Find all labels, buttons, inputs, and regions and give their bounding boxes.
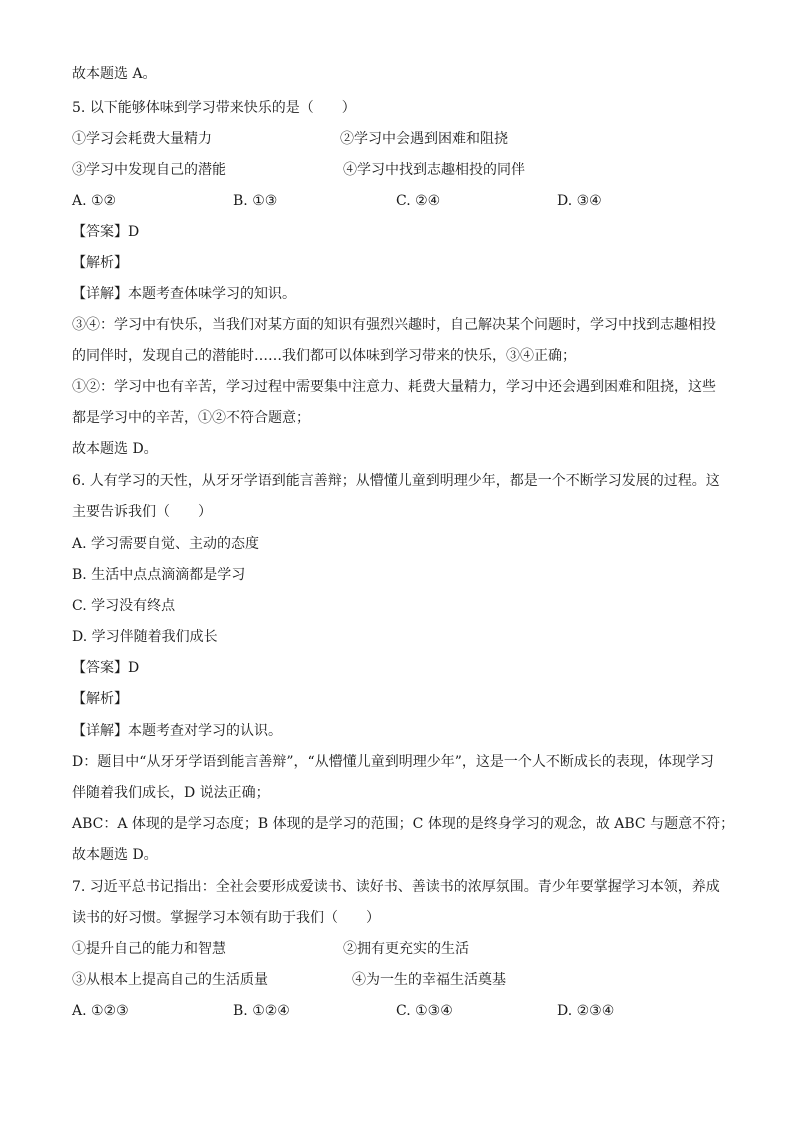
q7-option-a: A. ①②③ (72, 1003, 129, 1019)
q5-detail-heading: 【详解】本题考查体味学习的知识。 (72, 286, 296, 302)
q5-option-c: C. ②④ (396, 193, 441, 209)
q7-option-c: C. ①③④ (396, 1003, 453, 1019)
q5-explanation-line: ①②：学习中也有辛苦，学习过程中需要集中注意力、耗费大量精力，学习中还会遇到困难和阻挠，这些 (72, 379, 716, 395)
q5-explanation-line: 都是学习中的辛苦，①②不符合题意； (72, 410, 310, 426)
q7-statement-4: ④为一生的幸福生活奠基 (352, 972, 506, 988)
q6-answer: 【答案】D (72, 660, 140, 676)
q5-explanation-line: ③④：学习中有快乐，当我们对某方面的知识有强烈兴趣时，自己解决某个问题时，学习中找到志趣相投 (72, 317, 716, 333)
q5-answer: 【答案】D (72, 224, 140, 240)
q7-statement-3: ③从根本上提高自己的生活质量 (72, 972, 268, 988)
q7-option-b: B. ①②④ (233, 1003, 290, 1019)
text-line: 故本题选 A。 (72, 66, 157, 82)
q7-statement-2: ②拥有更充实的生活 (343, 941, 469, 957)
q6-analysis-heading: 【解析】 (72, 691, 128, 707)
q5-statement-4: ④学习中找到志趣相投的同伴 (343, 162, 525, 178)
q5-statement-3: ③学习中发现自己的潜能 (72, 162, 226, 178)
question-7-stem-cont: 读书的好习惯。掌握学习本领有助于我们（ ） (72, 910, 380, 926)
q6-conclusion: 故本题选 D。 (72, 847, 158, 863)
q5-statement-1: ①学习会耗费大量精力 (72, 131, 212, 147)
q6-explanation-line: D：题目中“从牙牙学语到能言善辩”，“从懵懂儿童到明理少年”，这是一个人不断成长的表现，体现学习 (72, 754, 714, 770)
q6-detail-heading: 【详解】本题考查对学习的认识。 (72, 723, 282, 739)
q6-option-a: A. 学习需要自觉、主动的态度 (72, 536, 260, 552)
q5-statement-2: ②学习中会遇到困难和阻挠 (340, 131, 508, 147)
q7-statement-1: ①提升自己的能力和智慧 (72, 941, 226, 957)
q5-option-a: A. ①② (72, 193, 117, 209)
question-6-stem: 6. 人有学习的天性，从牙牙学语到能言善辩；从懵懂儿童到明理少年，都是一个不断学习发展的过程。这 (72, 473, 720, 489)
q5-explanation-line: 的同伴时，发现自己的潜能时……我们都可以体味到学习带来的快乐，③④正确； (72, 348, 576, 364)
q6-option-b: B. 生活中点点滴滴都是学习 (72, 567, 246, 583)
q5-analysis-heading: 【解析】 (72, 255, 128, 271)
q6-explanation-line: ABC：A 体现的是学习态度；B 体现的是学习的范围；C 体现的是终身学习的观念，故 ABC 与题意不符； (72, 816, 735, 832)
q5-option-b: B. ①③ (233, 193, 278, 209)
q5-conclusion: 故本题选 D。 (72, 441, 158, 457)
q6-option-c: C. 学习没有终点 (72, 598, 176, 614)
question-6-stem-cont: 主要告诉我们（ ） (72, 504, 212, 520)
q7-option-d: D. ②③④ (557, 1003, 615, 1019)
question-7-stem: 7. 习近平总书记指出：全社会要形成爱读书、读好书、善读书的浓厚氛围。青少年要掌握学习本领，养成 (72, 879, 720, 895)
question-5-stem: 5. 以下能够体味到学习带来快乐的是（ ） (72, 100, 356, 116)
q6-option-d: D. 学习伴随着我们成长 (72, 629, 218, 645)
q5-option-d: D. ③④ (557, 193, 602, 209)
q6-explanation-line: 伴随着我们成长，D 说法正确； (72, 785, 270, 801)
